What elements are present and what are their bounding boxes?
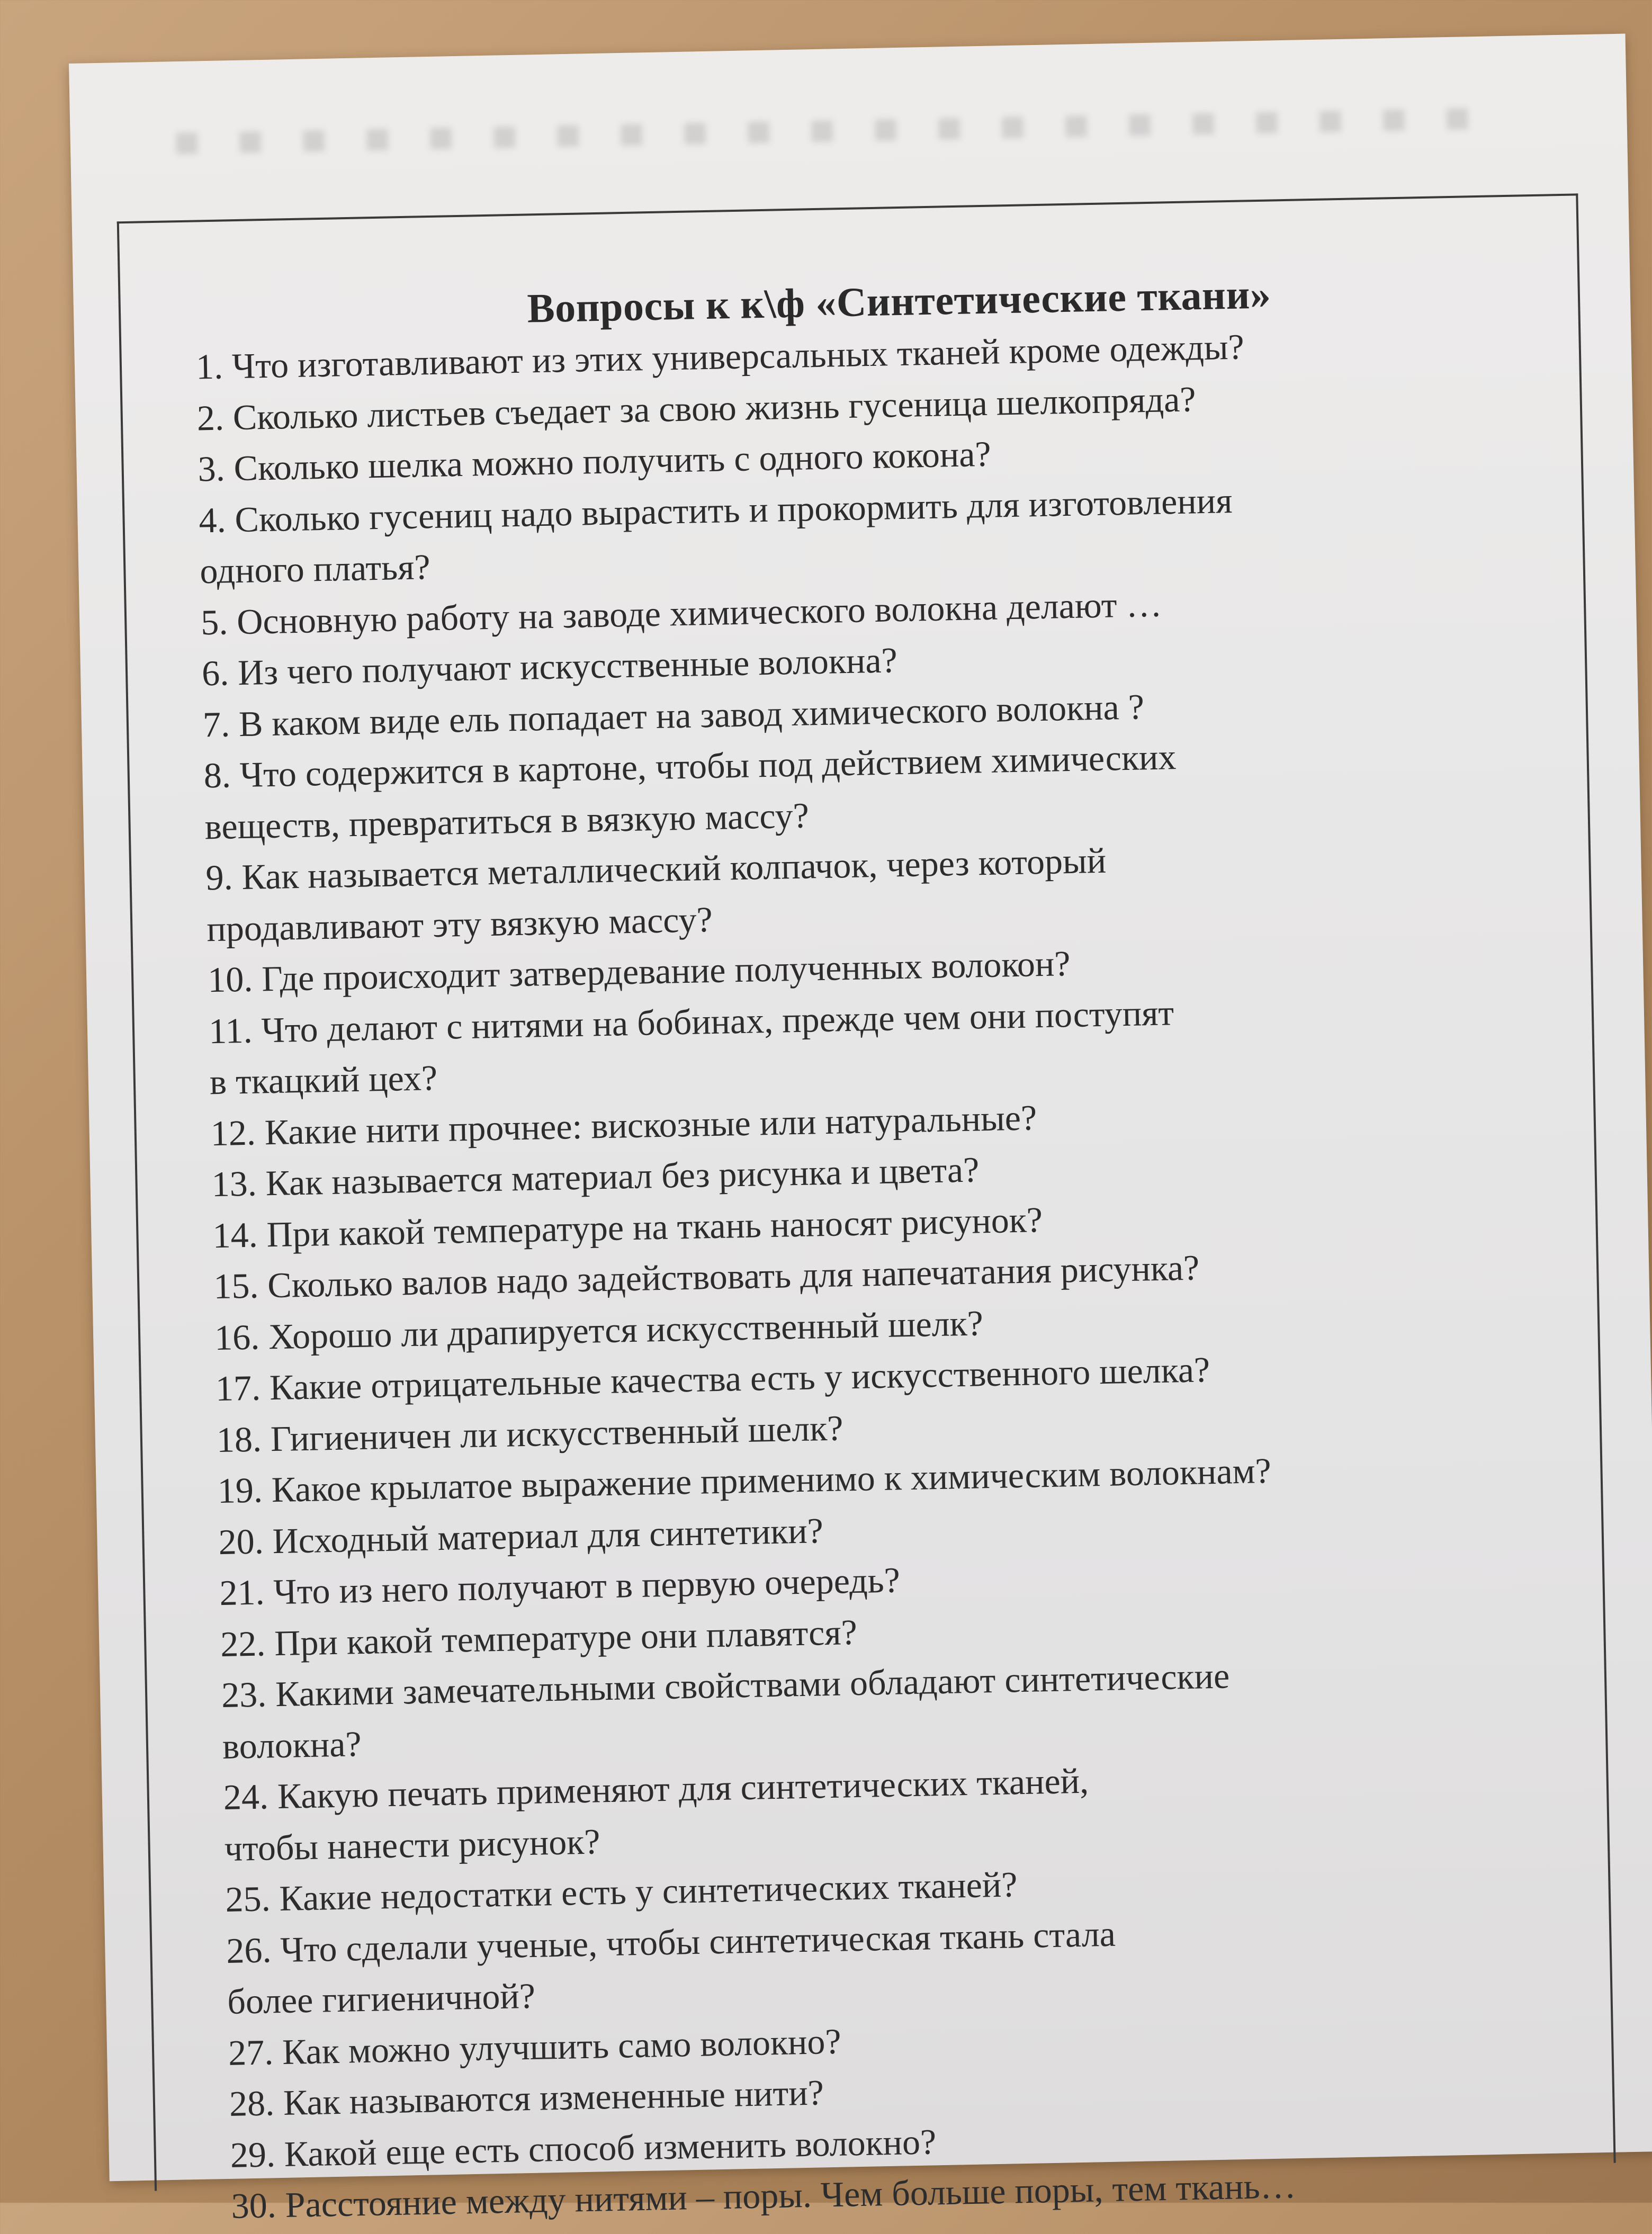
question-line: продавливают эту вязкую массу? (206, 899, 713, 949)
question-line: волокна? (222, 1723, 362, 1766)
question-line: 20. Исходный материал для синтетики? (218, 1510, 824, 1562)
bleed-through-print (176, 107, 1500, 154)
question-line: 8. Что содержится в картоне, чтобы под действием химических (203, 737, 1177, 796)
question-line: 18. Гигиеничен ли искусственный шелк? (216, 1407, 844, 1460)
question-line: 25. Какие недостатки есть у синтетических тканей? (225, 1864, 1018, 1919)
question-line: одного платья? (199, 546, 431, 591)
question-line: более гигиеничной? (227, 1975, 536, 2022)
question-line: 24. Какую печать применяют для синтетических тканей, (223, 1760, 1089, 1817)
question-line: 30. Расстояние между нитями – поры. Чем больше поры, тем ткань… (230, 2165, 1297, 2226)
question-line: 5. Основную работу на заводе химического волокна делают … (200, 584, 1163, 642)
question-line: 27. Как можно улучшить само волокно? (228, 2021, 842, 2073)
question-line: 3. Сколько шелка можно получить с одного кокона? (197, 433, 992, 489)
question-line: 2. Сколько листьев съедает за свою жизнь гусеница шелкопряда? (196, 378, 1197, 438)
question-line: 13. Как называется материал без рисунка и цвета? (211, 1149, 980, 1205)
question-line: чтобы нанести рисунок? (224, 1820, 601, 1869)
question-line: 9. Как называется металлический колпачок, через который (205, 840, 1107, 898)
paper-sheet (69, 34, 1652, 2226)
question-line: 14. При какой температуре на ткань наносят рисунок? (212, 1199, 1043, 1255)
question-line: 21. Что из него получают в первую очередь? (219, 1559, 901, 1613)
question-line: 7. В каком виде ель попадает на завод химического волокна ? (202, 686, 1145, 744)
question-line: 4. Сколько гусениц надо вырастить и прокормить для изготовления (198, 480, 1233, 540)
question-line: 1. Что изготавливают из этих универсальных тканей кроме одежды? (195, 326, 1245, 387)
table-frame (117, 193, 1616, 2226)
question-line: 17. Какие отрицательные качества есть у искусственного шелка? (215, 1349, 1210, 1409)
question-line: 10. Где происходит затвердевание полученных волокон? (207, 943, 1071, 1000)
question-line: 12. Какие нити прочнее: вискозные или натуральные? (210, 1097, 1037, 1153)
question-line: веществ, превратиться в вязкую массу? (204, 794, 810, 847)
question-line: 23. Какими замечательными свойствами обладают синтетические (221, 1655, 1230, 1716)
question-line: 19. Какое крылатое выражение применимо к химическим волокнам? (217, 1450, 1272, 1511)
question-line: 15. Сколько валов надо задействовать для напечатания рисунка? (213, 1247, 1200, 1307)
document-title: Вопросы к к\ф «Синтетические ткани» (526, 271, 1272, 331)
question-line: 16. Хорошо ли драпируется искусственный шелк? (214, 1302, 984, 1358)
question-line: в ткацкий цех? (209, 1057, 438, 1102)
question-line: 22. При какой температуре они плавятся? (220, 1611, 858, 1664)
question-line: 11. Что делают с нитями на бобинах, прежде чем они поступят (208, 992, 1174, 1051)
question-line: 6. Из чего получают искусственные волокна? (201, 640, 898, 694)
question-line: 26. Что сделали ученые, чтобы синтетическая ткань стала (226, 1913, 1116, 1971)
question-line: 28. Как называются измененные нити? (229, 2072, 824, 2124)
question-line: 29. Какой еще есть способ изменить волокно? (230, 2121, 937, 2175)
question-list (195, 314, 1650, 2231)
